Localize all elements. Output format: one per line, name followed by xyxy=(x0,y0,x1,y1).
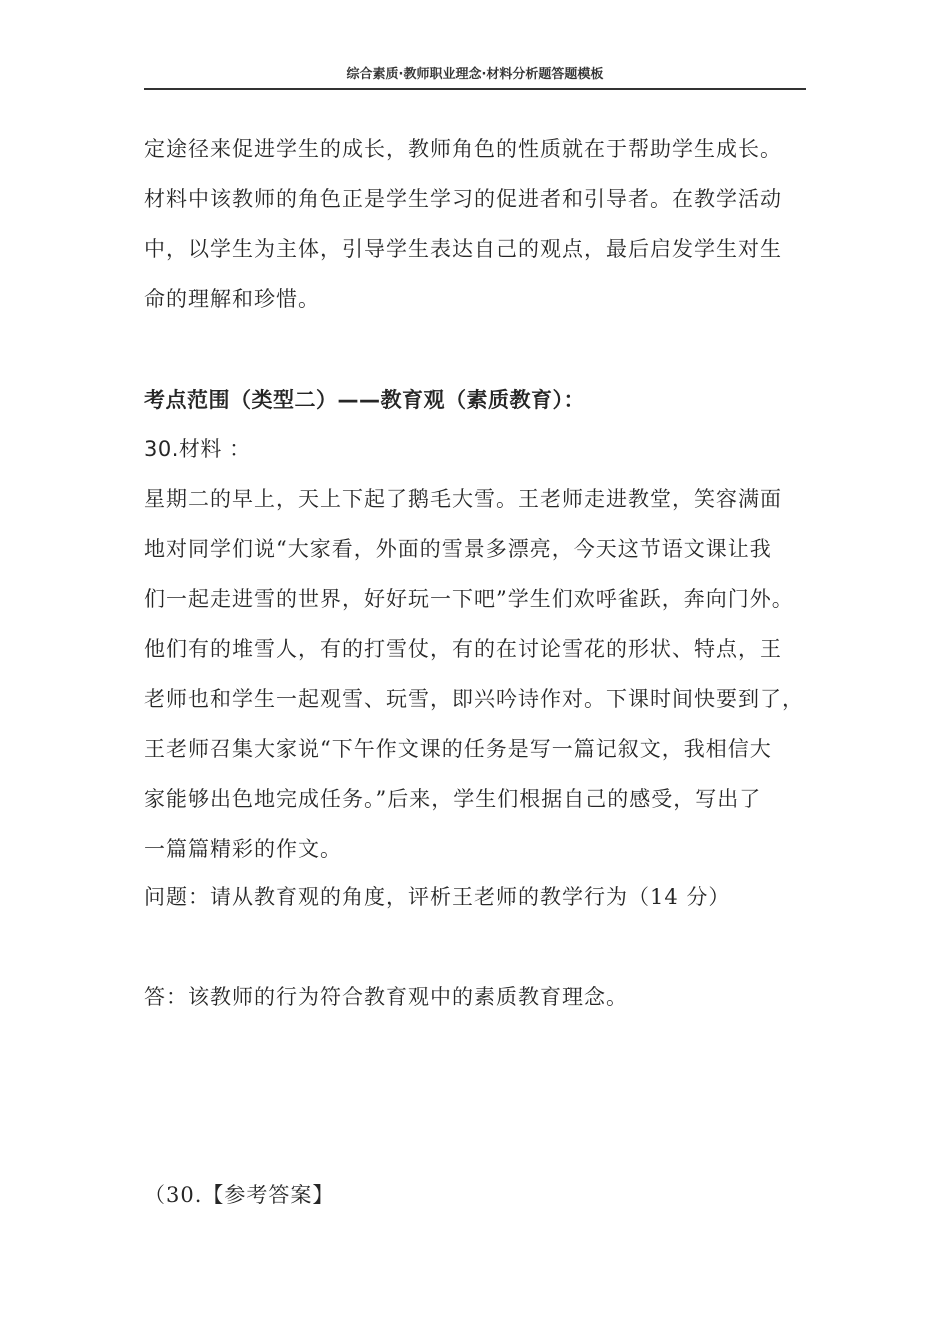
intro-line: 材料中该教师的角色正是学生学习的促进者和引导者。在教学活动 xyxy=(144,187,782,211)
material-line: 他们有的堆雪人，有的打雪仗，有的在讨论雪花的形状、特点，王 xyxy=(144,637,782,661)
material-line: 王老师召集大家说“下午作文课的任务是写一篇记叙文，我相信大 xyxy=(144,737,772,761)
answer-text: 答：该教师的行为符合教育观中的素质教育理念。 xyxy=(144,985,628,1009)
section-title: 考点范围（类型二）——教育观（素质教育）： xyxy=(144,388,585,412)
intro-line: 定途径来促进学生的成长，教师角色的性质就在于帮助学生成长。 xyxy=(144,137,782,161)
material-line: 地对同学们说“大家看，外面的雪景多漂亮，今天这节语文课让我 xyxy=(144,537,772,561)
material-line: 老师也和学生一起观雪、玩雪，即兴吟诗作对。下课时间快要到了， xyxy=(144,687,804,711)
material-line: 一篇篇精彩的作文。 xyxy=(144,837,342,861)
intro-line: 中，以学生为主体，引导学生表达自己的观点，最后启发学生对生 xyxy=(144,237,782,261)
page-header: 综合素质·教师职业理念·材料分析题答题模板 xyxy=(144,62,806,90)
question-label: 30.材料 ： xyxy=(144,437,251,461)
material-line: 们一起走进雪的世界，好好玩一下吧”学生们欢呼雀跃，奔向门外。 xyxy=(144,587,794,611)
reference-answer-heading: （30.【参考答案】 xyxy=(144,1183,335,1207)
material-line: 家能够出色地完成任务。”后来，学生们根据自己的感受，写出了 xyxy=(144,787,762,811)
question-text: 问题：请从教育观的角度，评析王老师的教学行为（14 分） xyxy=(144,885,731,909)
intro-line: 命的理解和珍惜。 xyxy=(144,287,320,311)
material-line: 星期二的早上，天上下起了鹅毛大雪。王老师走进教堂，笑容满面 xyxy=(144,487,782,511)
